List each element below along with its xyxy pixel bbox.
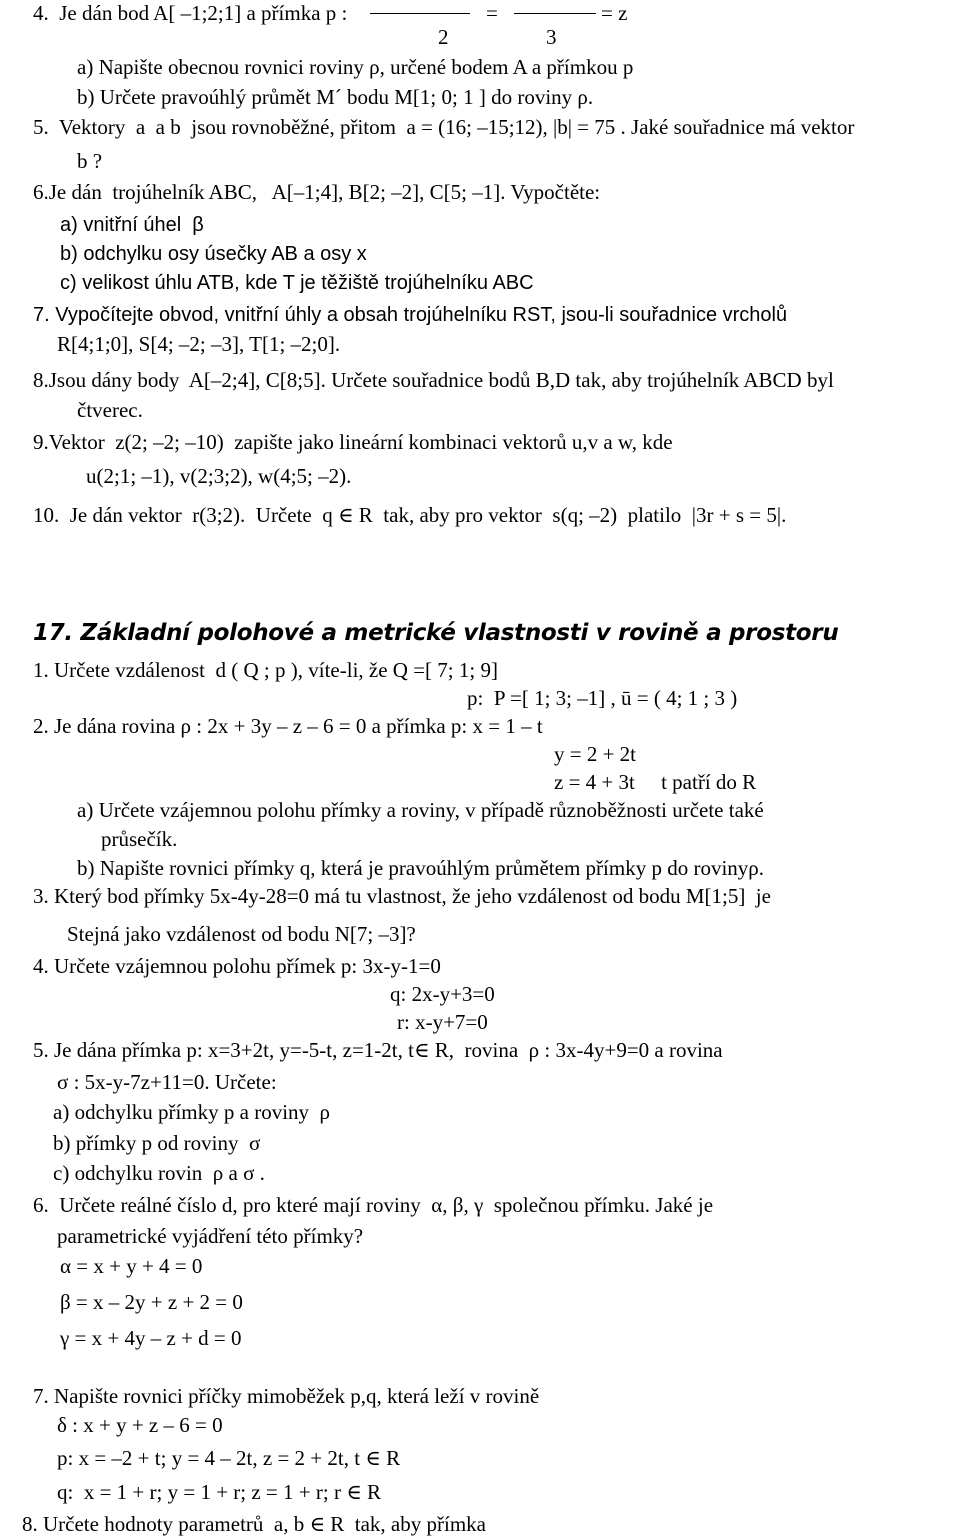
exercise-7-line-1: 7. Vypočítejte obvod, vnitřní úhly a obsah trojúhelníku RST, jsou-li souřadnice vrcholů [33,304,788,326]
question-7-line-1: 7. Napište rovnici příčky mimoběžek p,q, která leží v rovině [33,1384,540,1408]
question-3-line-1: 3. Který bod přímky 5x-4y-28=0 má tu vlastnost, že jeho vzdálenost od bodu M[1;5] je [33,884,771,908]
question-7-line-4: q: x = 1 + r; y = 1 + r; z = 1 + r; r ∈ R [57,1480,381,1504]
exercise-6-part-b: b) odchylku osy úsečky AB a osy x [60,243,367,265]
question-6-line-1: 6. Určete reálné číslo d, pro které mají roviny α, β, γ společnou přímku. Jaké je [33,1193,714,1217]
exercise-4-part-a: a) Napište obecnou rovnici roviny ρ, určené bodem A a přímkou p [77,55,634,79]
question-6-equation-gamma: γ = x + 4y – z + d = 0 [60,1326,242,1350]
question-2-line-2: y = 2 + 2t [554,742,637,766]
section-title: 17. Základní polohové a metrické vlastnosti v rovině a prostoru [33,620,839,646]
question-6-equation-alpha: α = x + y + 4 = 0 [60,1254,203,1278]
question-5-line-1: 5. Je dána přímka p: x=3+2t, y=-5-t, z=1-2t, t∈ R, rovina ρ : 3x-4y+9=0 a rovina [33,1038,723,1062]
question-5-part-c: c) odchylku rovin ρ a σ . [53,1161,265,1185]
question-3-line-2: Stejná jako vzdálenost od bodu N[7; –3]? [67,922,416,946]
question-5-part-b: b) přímky p od roviny σ [53,1131,261,1155]
exercise-6-title: 6.Je dán trojúhelník ABC, A[–1;4], B[2; –2], C[5; –1]. Vypočtěte: [33,180,601,204]
exercise-5-line-2: b ? [77,149,103,173]
exercise-4-title: 4. Je dán bod A[ –1;2;1] a přímka p : [33,1,348,25]
question-4-line-1: 4. Určete vzájemnou polohu přímek p: 3x-y-1=0 [33,954,441,978]
question-2-line-3: z = 4 + 3t t patří do R [554,770,757,794]
question-2-part-a-line-1: a) Určete vzájemnou polohu přímky a roviny, v případě různoběžnosti určete také [77,798,764,822]
exercise-6-part-c: c) velikost úhlu ATB, kde T je těžiště trojúhelníku ABC [60,272,534,294]
equals-sign: = [486,1,498,25]
exercise-5-line-1: 5. Vektory a a b jsou rovnoběžné, přitom a = (16; –15;12), |b| = 75 . Jaké souřadnice má vektor [33,115,855,139]
question-8-line-1: 8. Určete hodnoty parametrů a, b ∈ R tak, aby přímka [22,1512,486,1536]
question-4-line-2: q: 2x-y+3=0 [390,982,495,1006]
exercise-9-line-1: 9.Vektor z(2; –2; –10) zapište jako lineární kombinaci vektorů u,v a w, kde [33,430,673,454]
exercise-9-line-2: u(2;1; –1), v(2;3;2), w(4;5; –2). [86,464,352,488]
question-7-line-3: p: x = –2 + t; y = 4 – 2t, z = 2 + 2t, t ∈ R [57,1446,401,1470]
question-7-line-2: δ : x + y + z – 6 = 0 [57,1413,223,1437]
denominator-3: 3 [546,25,557,49]
exercise-10: 10. Je dán vektor r(3;2). Určete q ∈ R tak, aby pro vektor s(q; –2) platilo |3r + s = 5|. [33,503,787,527]
question-1-line-2: p: P =[ 1; 3; –1] , ū = ( 4; 1 ; 3 ) [467,686,738,710]
question-1-line-1: 1. Určete vzdálenost d ( Q ; p ), víte-li, že Q =[ 7; 1; 9] [33,658,498,682]
question-2-part-a-line-2: průsečík. [101,827,178,851]
fraction-bar [370,13,470,14]
question-5-line-2: σ : 5x-y-7z+11=0. Určete: [57,1070,277,1094]
denominator-2: 2 [438,25,449,49]
question-6-line-2: parametrické vyjádření této přímky? [57,1224,364,1248]
exercise-4-part-b: b) Určete pravoúhlý průmět M´ bodu M[1; 0; 1 ] do roviny ρ. [77,85,594,109]
question-4-line-3: r: x-y+7=0 [397,1010,488,1034]
exercise-6-part-a: a) vnitřní úhel β [60,214,204,236]
question-2-part-b: b) Napište rovnici přímky q, která je pravoúhlým průmětem přímky p do rovinyρ. [77,856,765,880]
question-5-part-a: a) odchylku přímky p a roviny ρ [53,1100,331,1124]
fraction-bar [514,13,596,14]
question-6-equation-beta: β = x – 2y + z + 2 = 0 [60,1290,243,1314]
exercise-8-line-1: 8.Jsou dány body A[–2;4], C[8;5]. Určete souřadnice bodů B,D tak, aby trojúhelník ABCD byl [33,368,834,392]
question-2-line-1: 2. Je dána rovina ρ : 2x + 3y – z – 6 = 0 a přímka p: x = 1 – t [33,714,543,738]
equals-z: = z [601,1,628,25]
exercise-7-line-2: R[4;1;0], S[4; –2; –3], T[1; –2;0]. [57,332,341,356]
exercise-8-line-2: čtverec. [77,398,143,422]
